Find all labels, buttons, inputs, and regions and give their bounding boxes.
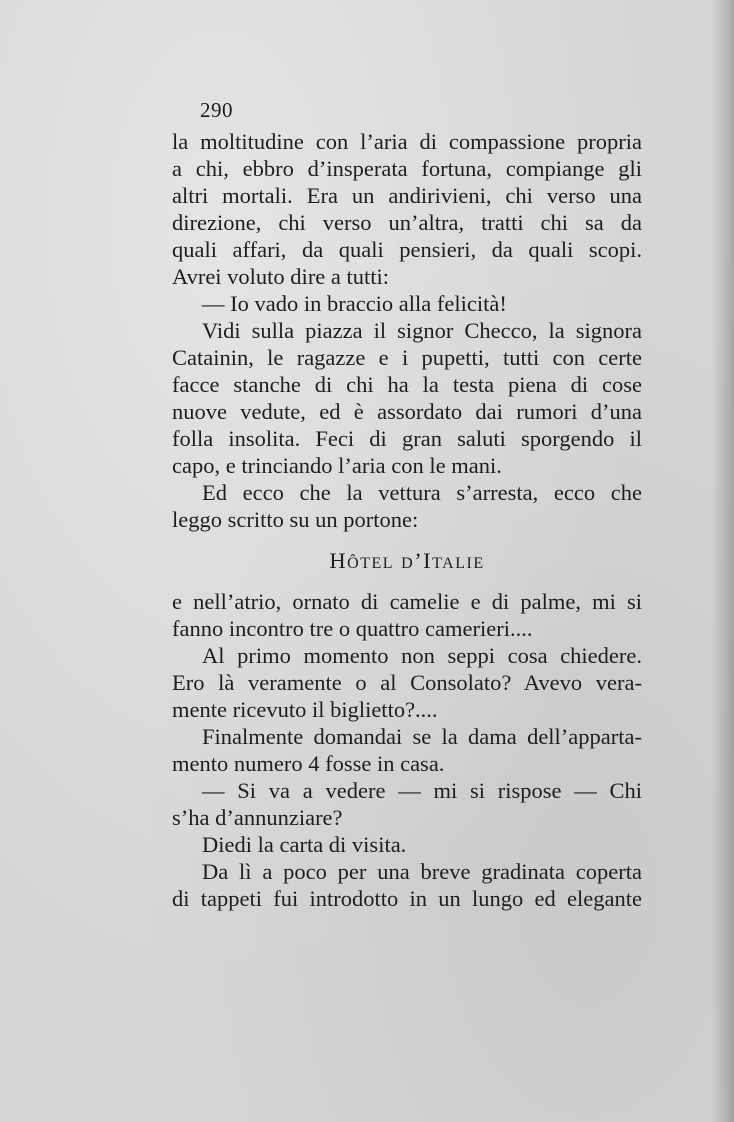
- text-line: direzione, chi verso un’altra, tratti chi sa da: [172, 210, 642, 235]
- heading-spacer: [172, 574, 642, 588]
- text-line: fanno incontro tre o quattro camerieri....: [172, 616, 533, 641]
- text-line: Vidi sulla piazza il signor Checco, la signora: [202, 318, 642, 343]
- text-line: leggo scritto su un portone:: [172, 507, 419, 532]
- text-line: Catainin, le ragazze e i pupetti, tutti con certe: [172, 345, 642, 370]
- page-gutter-shadow: [712, 0, 734, 1122]
- text-line: — Si va a vedere — mi si rispose — Chi: [202, 778, 642, 803]
- text-line: la moltitudine con l’aria di compassione propria: [172, 129, 642, 154]
- text-line: di tappeti fui introdotto in un lungo ed elegante: [172, 886, 642, 911]
- text-line: folla insolita. Feci di gran saluti sporgendo il: [172, 426, 642, 451]
- text-line: Ero là veramente o al Consolato? Avevo vera-: [172, 670, 642, 695]
- text-line: mento numero 4 fosse in casa.: [172, 751, 445, 776]
- text-line: e nell’atrio, ornato di camelie e di palme, mi si: [172, 589, 642, 614]
- text-line: Da lì a poco per una breve gradinata coperta: [202, 859, 642, 884]
- text-line: facce stanche di chi ha la testa piena di cose: [172, 372, 642, 397]
- text-line: Al primo momento non seppi cosa chiedere.: [202, 643, 642, 668]
- text-line: Avrei voluto dire a tutti:: [172, 264, 390, 289]
- heading-spacer: [172, 533, 642, 547]
- text-line: nuove vedute, ed è assordato dai rumori d’una: [172, 399, 642, 424]
- text-line: capo, e trinciando l’aria con le mani.: [172, 453, 502, 478]
- text-line: — Io vado in braccio alla felicità!: [202, 291, 507, 316]
- text-line: mente ricevuto il biglietto?....: [172, 697, 438, 722]
- page-number: 290: [200, 98, 233, 122]
- text-line: Ed ecco che la vettura s’arresta, ecco che: [202, 480, 642, 505]
- text-line: a chi, ebbro d’insperata fortuna, compiange gli: [172, 156, 642, 181]
- text-line: Diedi la carta di visita.: [202, 832, 407, 857]
- text-line: Finalmente domandai se la dama dell’apparta-: [202, 724, 642, 749]
- text-line: altri mortali. Era un andirivieni, chi verso una: [172, 183, 642, 208]
- body-text: [172, 128, 642, 912]
- text-line: s’ha d’annunziare?: [172, 805, 343, 830]
- text-line: quali affari, da quali pensieri, da quali scopi.: [172, 237, 642, 262]
- hotel-heading: Hôtel d’Italie: [329, 548, 485, 573]
